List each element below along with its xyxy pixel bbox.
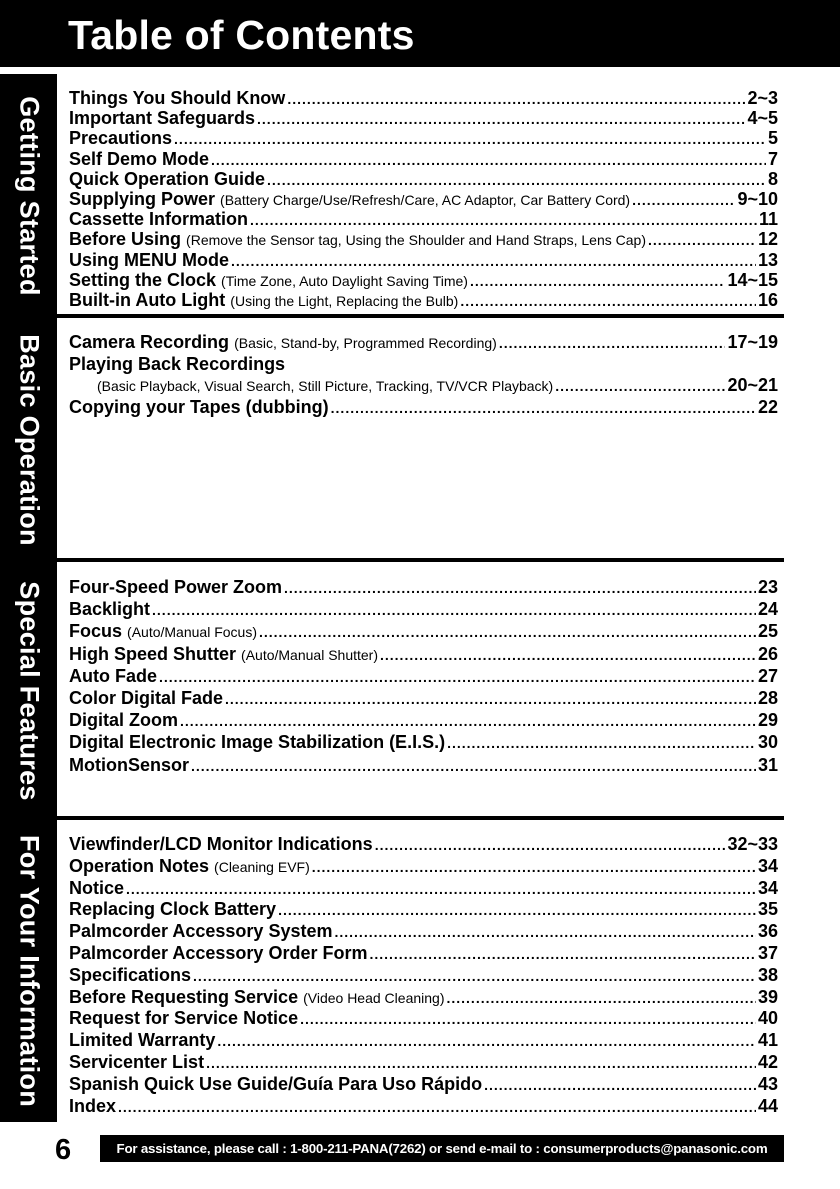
toc-entry [69,1008,778,1030]
dot-leader [284,577,756,599]
toc-entries [69,576,778,776]
section-getting-started [0,74,784,318]
dot-leader [312,857,756,879]
toc-entry [69,397,778,419]
section-tab-getting-started [0,74,57,318]
toc-entries [69,332,778,418]
toc-entry-heading: Using MENU Mode [69,249,229,270]
toc-entry-heading: Things You Should Know [69,88,286,108]
toc-entry-page: 42 [757,1051,778,1072]
toc-entry [69,899,778,921]
toc-entry-title [69,1052,204,1074]
toc-entry-title [69,754,189,776]
toc-entry-page: 36 [757,921,778,942]
toc-entry-heading: Copying your Tapes (dubbing) [69,396,329,417]
toc-entry-title [69,687,223,709]
toc-entry-page: 9~10 [737,188,778,209]
toc-entry [69,270,778,290]
dot-leader [484,1075,756,1097]
toc-entry-title [69,665,157,687]
toc-entry [69,965,778,987]
toc-entry-page: 34 [757,855,778,876]
dot-leader [632,190,735,210]
toc-entry-page: 39 [757,986,778,1007]
toc-entry-heading: Digital Electronic Image Stabilization (E.I.S.) [69,732,446,753]
dot-leader [118,1097,756,1119]
toc-entry [69,290,778,310]
toc-entry [69,754,778,776]
toc-entry-title [69,149,209,169]
toc-entry-heading: Built-in Auto Light [69,289,226,310]
page-number: 6 [55,1134,72,1166]
toc-entry-heading: High Speed Shutter [69,643,237,664]
dot-leader [267,170,766,190]
toc-entry-page: 14~15 [727,269,778,290]
toc-entry [69,128,778,148]
toc-entry-heading: Supplying Power [69,188,216,209]
toc-entry-title [69,965,191,987]
toc-entry [69,943,778,965]
toc-entry-page: 16 [757,289,778,310]
toc-entry-heading: Limited Warranty [69,1030,216,1051]
dot-leader [375,835,726,857]
page-footer [0,1130,840,1170]
toc-entry-heading: Notice [69,877,125,898]
toc-entry-page: 25 [757,621,778,642]
toc-entry-heading: Auto Fade [69,665,157,686]
toc-entry-heading: Palmcorder Accessory Order Form [69,942,368,963]
toc-entry-title [69,189,630,210]
section-tab-label: Getting Started [14,96,44,296]
dot-leader [217,1031,756,1053]
toc-entry [69,643,778,665]
toc-entry-subtitle: (Auto/Manual Shutter) [241,646,378,663]
toc-entry-title [69,209,248,229]
dot-leader [206,1053,756,1075]
toc-entry-title [69,229,646,250]
toc-entry [69,332,778,354]
toc-entry-page: 26 [757,643,778,664]
toc-entry-title [69,731,445,753]
toc-entry-subtitle: (Using the Light, Replacing the Bulb) [230,292,459,309]
toc-entry-heading: Four-Speed Power Zoom [69,577,283,597]
section-tab-label: Basic Operation [14,334,44,546]
toc-entry-title [69,1030,215,1052]
toc-entry-page: 35 [757,899,778,920]
toc-entry-title [69,878,124,900]
section-basic-operation [0,318,784,562]
toc-entry-page: 13 [757,249,778,270]
dot-leader [152,599,756,621]
toc-entry [69,709,778,731]
toc-entry [69,576,778,598]
toc-entry [69,88,778,108]
toc-entry-heading: Backlight [69,599,151,620]
toc-entry [69,1096,778,1118]
page-title: Table of Contents [68,12,415,58]
toc-entry [69,620,778,642]
toc-entry [69,687,778,709]
toc-entry-subtitle: (Video Head Cleaning) [303,989,445,1006]
dot-leader [159,666,756,688]
toc-entry-heading: Digital Zoom [69,710,178,731]
toc-entry [69,229,778,249]
toc-entry-title [69,108,255,128]
toc-entry-heading: Precautions [69,128,173,149]
toc-entry [69,375,778,397]
toc-entry-page: 34 [757,877,778,898]
toc-entry-subtitle: (Battery Charge/Use/Refresh/Care, AC Adaptor, Car Battery Cord) [220,191,631,208]
dot-leader [287,89,745,109]
dot-leader [174,129,766,149]
toc-entry-subtitle: (Cleaning EVF) [214,858,310,875]
dot-leader [257,109,745,129]
toc-entry-page: 31 [757,754,778,775]
toc-entry-heading: Important Safeguards [69,108,256,129]
toc-entry [69,169,778,189]
toc-entry-subtitle: (Basic Playback, Visual Search, Still Picture, Tracking, TV/VCR Playback) [97,378,554,394]
dot-leader [180,710,756,732]
toc-entry-page: 27 [757,665,778,686]
dot-leader [555,376,725,398]
section-tab-label: Special Features [14,581,44,801]
toc-entry-page: 37 [757,942,778,963]
section-special-features [0,562,784,820]
toc-entries [69,834,778,1117]
section-for-your-information [0,820,784,1122]
title-bar [0,0,840,70]
toc-entry-page: 8 [767,168,778,189]
toc-entry-page: 32~33 [727,834,778,854]
dot-leader [250,210,757,230]
toc-entry-page: 28 [757,687,778,708]
toc-entry-heading: Index [69,1095,117,1116]
toc-entry-title [69,598,150,620]
toc-entry-page: 43 [757,1073,778,1094]
toc-entry-page: 40 [757,1008,778,1029]
dot-leader [231,251,756,271]
toc-entry [69,731,778,753]
toc-entry-heading: Quick Operation Guide [69,168,266,189]
toc-entry-title [69,354,778,376]
dot-leader [278,900,756,922]
toc-entry [69,108,778,128]
toc-entry-title [69,88,285,108]
toc-entry-heading: Operation Notes [69,855,210,876]
toc-entry-title [69,834,373,856]
toc-entry-page: 12 [757,229,778,250]
dot-leader [331,398,756,420]
toc-entry [69,149,778,169]
toc-entry-heading: Before Using [69,229,182,250]
toc-entry-page: 23 [757,577,778,597]
toc-entry-subtitle: (Remove the Sensor tag, Using the Shoulder and Hand Straps, Lens Cap) [186,232,646,249]
toc-entry-heading: Servicenter List [69,1051,205,1072]
dot-leader [259,621,756,643]
dot-leader [648,230,756,250]
toc-entry-page: 20~21 [727,375,778,395]
toc-entry [69,1052,778,1074]
dot-leader [300,1009,756,1031]
toc-entry-title [69,250,229,270]
toc-entry-heading: MotionSensor [69,754,189,775]
toc-entry-title [69,1074,482,1096]
toc-entry-title [69,576,282,598]
dot-leader [369,944,756,966]
toc-entry-heading: Specifications [69,964,192,985]
toc-entry-heading: Replacing Clock Battery [69,899,277,920]
toc-entry-title [69,943,367,965]
toc-entry-title [69,620,257,643]
toc-entry-page: 24 [757,599,778,620]
toc-entry-title [69,397,329,419]
toc-entry-heading: Color Digital Fade [69,687,224,708]
toc-entry-subtitle: (Basic, Stand-by, Programmed Recording) [234,335,497,351]
toc-entry-title [69,270,468,291]
toc-entry-heading: Setting the Clock [69,269,217,290]
toc-entries [69,88,778,310]
toc-entry-heading: Cassette Information [69,209,249,230]
section-tab-label: For Your Information [14,835,44,1107]
section-tab-special-features [0,562,57,820]
toc-entry [69,856,778,878]
toc-entry-page: 38 [757,964,778,985]
toc-entry [69,834,778,856]
toc-entry-heading: Viewfinder/LCD Monitor Indications [69,834,373,854]
toc-entry-title [69,709,178,731]
toc-entry-heading: Request for Service Notice [69,1008,299,1029]
toc-entry-page: 17~19 [727,332,778,352]
dot-leader [446,988,755,1010]
toc-entry [69,878,778,900]
toc-entry-title [69,290,458,311]
toc-entry-page: 22 [757,396,778,417]
toc-entry-page: 7 [767,148,778,169]
toc-entry [69,189,778,209]
toc-entry-title [69,169,265,189]
toc-entry-page: 5 [767,128,778,149]
dot-leader [225,688,756,710]
toc-entry-heading: Self Demo Mode [69,148,210,169]
toc-entry [69,209,778,229]
dot-leader [211,150,766,170]
section-tab-basic-operation [0,318,57,562]
toc-entry-page: 30 [757,732,778,753]
dot-leader [460,291,756,311]
toc-entry-heading: Palmcorder Accessory System [69,921,333,942]
toc-entry-page: 41 [757,1030,778,1051]
toc-entry-heading: Camera Recording [69,332,230,352]
toc-entry-heading: Spanish Quick Use Guide/Guía Para Uso Rápido [69,1073,483,1094]
toc-entry-title [69,643,378,666]
toc-entry-heading: Playing Back Recordings [69,353,286,374]
toc-entry-title [69,856,310,879]
toc-entry-page: 2~3 [747,88,778,108]
toc-entry-title [69,921,332,943]
dot-leader [191,755,756,777]
toc-entry-title [97,375,553,398]
dot-leader [447,732,756,754]
toc-entry-heading: Focus [69,621,123,642]
toc-entry [69,598,778,620]
toc-entry-heading: Before Requesting Service [69,986,299,1007]
dot-leader [499,333,726,355]
toc-entry-subtitle: (Time Zone, Auto Daylight Saving Time) [221,272,468,289]
dot-leader [380,644,756,666]
toc-entry-page: 29 [757,710,778,731]
toc-entry-page: 44 [757,1095,778,1116]
toc-entry-page: 11 [758,209,778,230]
assistance-banner: For assistance, please call : 1-800-211-PANA(7262) or send e-mail to : consumerproducts@panasonic.com [100,1135,784,1162]
toc-entry-title [69,332,497,355]
toc-entry-title [69,128,172,148]
dot-leader [334,922,755,944]
toc-entry [69,250,778,270]
toc-entry [69,921,778,943]
toc-entry-title [69,987,444,1010]
toc-entry-title [69,1096,116,1118]
toc-entry-page: 4~5 [747,108,778,129]
dot-leader [126,879,756,901]
toc-entry [69,987,778,1009]
toc-entry-subtitle: (Auto/Manual Focus) [127,624,257,641]
toc-entry-title [69,1008,298,1030]
section-tab-for-your-information [0,820,57,1122]
toc-entry [69,1030,778,1052]
toc-entry [69,354,778,376]
toc-entry-title [69,899,276,921]
dot-leader [470,271,725,291]
toc-entry [69,665,778,687]
dot-leader [193,966,756,988]
toc-entry [69,1074,778,1096]
